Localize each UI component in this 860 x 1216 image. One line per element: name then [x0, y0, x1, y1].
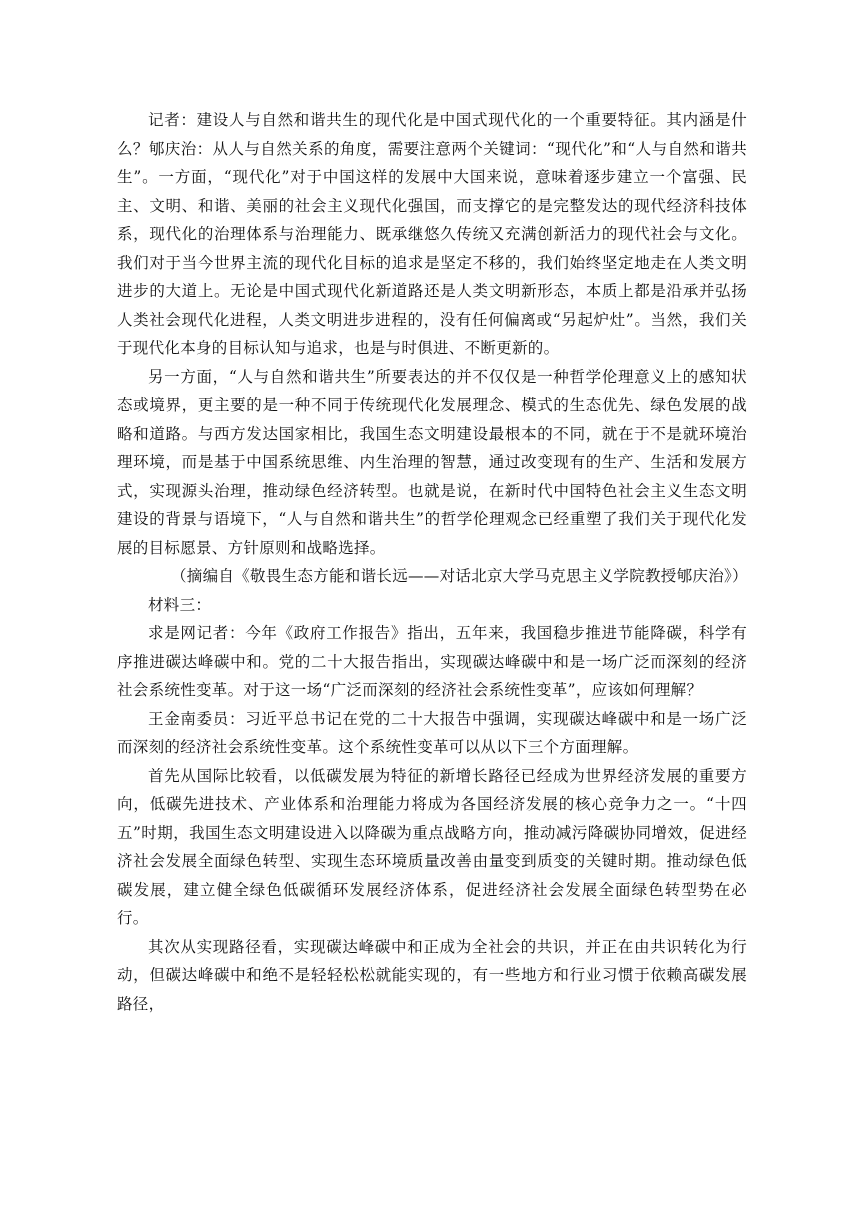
interview-paragraph-1: 记者：建设人与自然和谐共生的现代化是中国式现代化的一个重要特征。其内涵是什么？郇庆治：从人与自然关系的角度，需要注意两个关键词：“现代化”和“人与自然和谐共生”。一方面，“现代化”对于中国这样的发展中大国来说，意味着逐步建立一个富强、民主、文明、和谐、美丽的社会主义现代化强国，而支撑它的是完整发达的现代经济科技体系，现代化的治理体系与治理能力、既承继悠久传统又充满创新活力的现代社会与文化。我们对于当今世界主流的现代化目标的追求是坚定不移的，我们始终坚定地走在人类文明进步的大道上。无论是中国式现代化新道路还是人类文明新形态，本质上都是沿承并弘扬人类社会现代化进程，人类文明进步进程的，没有任何偏离或“另起炉灶”。当然，我们关于现代化本身的目标认知与追求，也是与时俱进、不断更新的。 — [117, 111, 747, 357]
material-paragraph-1: 求是网记者：今年《政府工作报告》指出，五年来，我国稳步推进节能降碳，科学有序推进碳达峰碳中和。党的二十大报告指出，实现碳达峰碳中和是一场广泛而深刻的经济社会系统性变革。对于这一场“广泛而深刻的经济社会系统性变革”，应该如何理解？ — [117, 624, 747, 699]
interview-paragraph-2: 另一方面，“人与自然和谐共生”所要表达的并不仅仅是一种哲学伦理意义上的感知状态或境界，更主要的是一种不同于传统现代化发展理念、模式的生态优先、绿色发展的战略和道路。与西方发达国家相比，我国生态文明建设最根本的不同，就在于不是就环境治理环境，而是基于中国系统思维、内生治理的智慧，通过改变现有的生产、生活和发展方式，实现源头治理，推动绿色经济转型。也就是说，在新时代中国特色社会主义生态文明建设的背景与语境下，“人与自然和谐共生”的哲学伦理观念已经重塑了我们关于现代化发展的目标愿景、方针原则和战略选择。 — [117, 367, 747, 557]
material-paragraph-2: 王金南委员：习近平总书记在党的二十大报告中强调，实现碳达峰碳中和是一场广泛而深刻的经济社会系统性变革。这个系统性变革可以从以下三个方面理解。 — [117, 709, 747, 756]
material-paragraph-4: 其次从实现路径看，实现碳达峰碳中和正成为全社会的共识，并正在由共识转化为行动，但碳达峰碳中和绝不是轻轻松松就能实现的，有一些地方和行业习惯于依赖高碳发展路径， — [117, 937, 747, 1013]
material-heading: 材料三： — [148, 595, 212, 614]
source-citation: （摘编自《敬畏生态方能和谐长远——对话北京大学马克思主义学院教授郇庆治》） — [171, 567, 748, 585]
document-body — [117, 106, 747, 1018]
material-paragraph-3: 首先从国际比较看，以低碳发展为特征的新增长路径已经成为世界经济发展的重要方向，低碳先进技术、产业体系和治理能力将成为各国经济发展的核心竞争力之一。“十四五”时期，我国生态文明建设进入以降碳为重点战略方向，推动减污降碳协同增效，促进经济社会发展全面绿色转型、实现生态环境质量改善由量变到质变的关键时期。推动绿色低碳发展，建立健全绿色低碳循环发展经济体系，促进经济社会发展全面绿色转型势在必行。 — [117, 766, 747, 927]
